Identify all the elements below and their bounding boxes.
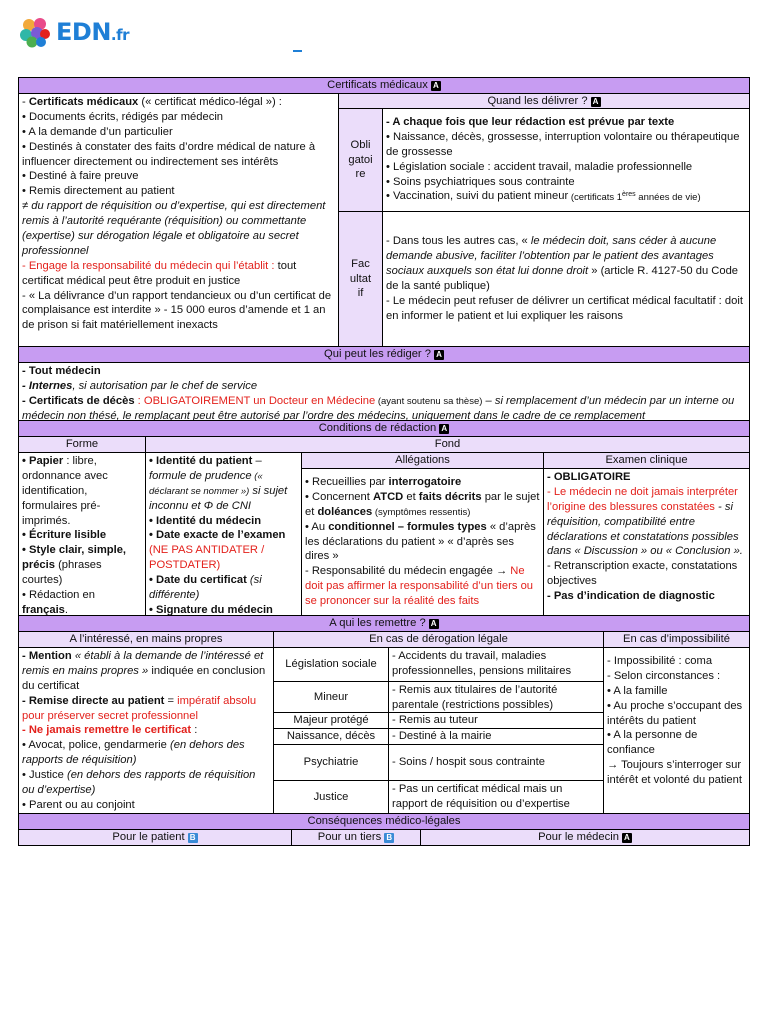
derogation-label: Législation sociale bbox=[274, 648, 389, 681]
interesse-content bbox=[19, 648, 274, 813]
arrow-icon: → bbox=[495, 565, 508, 578]
text: • Justice bbox=[22, 769, 64, 782]
forme-header: Forme bbox=[19, 437, 146, 452]
text-italic: le médecin doit, sans céder à aucune demande abusive, faciliter l’obtention par le patient des avantages sociaux auxquels son état lui donne droit bbox=[386, 235, 717, 278]
derogation-row bbox=[274, 781, 603, 813]
allegations-content bbox=[302, 469, 544, 615]
text-small: (ayant soutenu sa thèse) bbox=[375, 395, 483, 407]
text: • Rédaction en bbox=[22, 589, 95, 602]
text-italic: (en dehors des rapports de réquisition) bbox=[22, 739, 245, 767]
consequence-patient bbox=[19, 830, 292, 845]
interesse-header: A l’intéressé, en mains propres bbox=[19, 632, 274, 647]
derogation-label: Majeur protégé bbox=[274, 713, 389, 728]
text: = bbox=[164, 694, 178, 707]
qui-row bbox=[19, 363, 749, 421]
text-italic: (si différente) bbox=[149, 574, 262, 602]
text: Pour le médecin bbox=[538, 831, 619, 843]
text-red: Ne doit pas affirmer la responsabilité d’un tiers ou se prononcer sur la réalité des faits bbox=[305, 565, 534, 608]
text-line: • Législation sociale : accident travail, maladie professionnelle bbox=[386, 160, 693, 173]
text-bold: - Mention bbox=[22, 650, 72, 662]
text-bold: conditionnel – formules types bbox=[328, 520, 487, 533]
derogation-label: Psychiatrie bbox=[274, 745, 389, 780]
allegations-header: Allégations bbox=[302, 453, 544, 468]
derogation-label: Justice bbox=[274, 781, 389, 813]
section-title: A qui les remettre ? bbox=[329, 617, 426, 629]
text-bold: - Tout médecin bbox=[22, 365, 101, 377]
decorative-dash bbox=[293, 50, 302, 52]
text-line: • Destinés à constater des faits d’ordre médical de nature à influencer directement ou indirectement ses intérêts bbox=[22, 140, 316, 168]
text-italic: , si autorisation par le chef de service bbox=[72, 379, 258, 392]
rank-b-badge: B bbox=[384, 833, 394, 843]
text: : bbox=[191, 724, 198, 737]
facultatif-content bbox=[383, 212, 749, 346]
facultatif-label bbox=[339, 212, 383, 346]
text-red: - Ne jamais remettre le certificat bbox=[22, 724, 192, 737]
section-header-consequences bbox=[19, 814, 749, 830]
derogation-text: - Remis au tuteur bbox=[392, 714, 478, 726]
text-bold: • Papier bbox=[22, 455, 64, 467]
text-bold: - Certificats de décès bbox=[22, 394, 135, 407]
fond-header: Fond bbox=[146, 437, 749, 452]
rank-b-badge: B bbox=[188, 833, 198, 843]
derogation-text: - Soins / hospit sous contrainte bbox=[392, 756, 545, 769]
text-italic: « établi à la demande de l’intéressé et remis en mains propres » bbox=[22, 650, 264, 677]
text-bold: • Écriture lisible bbox=[22, 529, 107, 542]
rank-a-badge: A bbox=[591, 97, 601, 107]
text: Pour le patient bbox=[112, 831, 185, 843]
text-line: - Impossibilité : coma bbox=[607, 655, 713, 667]
text: • Avocat, police, gendarmerie bbox=[22, 739, 167, 752]
text-line: • A la personne de confiance bbox=[607, 729, 698, 757]
fond-subheaders bbox=[302, 453, 749, 469]
text-italic: – si remplacement d’un médecin par un interne ou médecin non thésé, le remplaçant peut être autorisé par l’ordre des médecins, uniquement dans le cadre de ce remplacement bbox=[22, 394, 735, 420]
brand-name: EDN bbox=[56, 18, 111, 47]
text-line: - Le médecin peut refuser de délivrer un certificat médical facultatif : doit en informer le patient et lui expliquer les raisons bbox=[386, 294, 743, 322]
fond-content-row bbox=[302, 469, 749, 615]
text-bold: • Style clair, simple, précis bbox=[22, 544, 127, 572]
text: – bbox=[252, 455, 262, 467]
text-bold: ATCD bbox=[372, 490, 404, 503]
text-line: • Documents écrits, rédigés par médecin bbox=[22, 110, 224, 123]
text: • Au bbox=[305, 520, 329, 533]
text: . bbox=[64, 603, 69, 615]
section-certificats-row bbox=[19, 94, 749, 347]
fond-detail-panel bbox=[302, 453, 749, 615]
text-line: • A la demande d’un particulier bbox=[22, 125, 173, 138]
examen-content bbox=[544, 469, 749, 615]
rank-a-badge: A bbox=[439, 424, 449, 434]
obligatoire-row bbox=[339, 109, 749, 212]
edn-logo bbox=[18, 16, 129, 50]
identite-content bbox=[146, 453, 302, 615]
text-red: (NE PAS ANTIDATER / POSTDATER) bbox=[149, 544, 265, 572]
quand-header bbox=[339, 94, 749, 109]
impossibilite-header: En cas d’impossibilité bbox=[604, 632, 749, 647]
quand-delivrer-panel bbox=[339, 94, 749, 346]
text-bold: - Remise directe au patient bbox=[22, 694, 165, 707]
text-italic: - si réquisition, compatibilité entre déclarations et constatations possibles dans « Discussion » ou « Conclusion ». bbox=[547, 500, 743, 558]
text: Quand les délivrer ? bbox=[487, 95, 588, 107]
text: - bbox=[22, 96, 29, 108]
derogation-label: Naissance, décès bbox=[274, 729, 389, 744]
text-bold: - OBLIGATOIRE bbox=[547, 471, 631, 483]
text-line: - Retranscription exacte, constatations objectives bbox=[547, 560, 738, 588]
text-red: - Engage la responsabilité du médecin qui l’établit : bbox=[22, 259, 275, 272]
text-line: • Parent ou au conjoint bbox=[22, 798, 135, 811]
text: Toujours s’interroger sur intérêt et volonté du patient bbox=[607, 759, 742, 787]
conditions-row bbox=[19, 453, 749, 616]
derogation-header: En cas de dérogation légale bbox=[274, 632, 604, 647]
text-line: • Remis directement au patient bbox=[22, 185, 175, 198]
qui-content bbox=[19, 363, 749, 420]
section-title: Qui peut les rédiger ? bbox=[324, 348, 431, 360]
text-bold: faits décrits bbox=[418, 490, 482, 503]
derogation-row bbox=[274, 713, 603, 729]
remettre-row bbox=[19, 648, 749, 814]
obligatoire-content bbox=[383, 109, 749, 211]
text: (phrases courtes) bbox=[22, 559, 102, 587]
consequences-row bbox=[19, 830, 749, 845]
examen-header: Examen clinique bbox=[544, 453, 749, 468]
text-italic: ≠ du rapport de réquisition ou d’expertise, qui est directement remis à l’autorité requérante (réquisition) ou commettante (expertise) sur dérogation légale et obligatoire au secret professionnel bbox=[22, 200, 326, 257]
text-bold: • Signature du médecin bbox=[149, 603, 273, 615]
text-red: : OBLIGATOIREMENT un Docteur en Médecine bbox=[134, 394, 376, 407]
obligatoire-label bbox=[339, 109, 383, 211]
text-italic: formule de prudence bbox=[149, 469, 252, 482]
derogation-row bbox=[274, 648, 603, 682]
text-small: (symptômes ressentis) bbox=[372, 506, 471, 518]
text: (« certificat médico-légal ») : bbox=[138, 96, 282, 108]
text: (certificats 1 bbox=[568, 191, 623, 203]
text-line: • Destiné à faire preuve bbox=[22, 170, 139, 183]
text-italic: (en dehors des rapports de réquisition ou d’expertise) bbox=[22, 769, 256, 797]
arrow-icon: → bbox=[607, 759, 619, 772]
text-red: - Le médecin ne doit jamais interpréter l’origine des blessures constatées bbox=[547, 485, 738, 513]
text: » (article R. 4127-50 du Code de la santé publique) bbox=[386, 265, 739, 292]
text: « d’après les déclarations du patient » « d’après ses dires » bbox=[305, 520, 536, 563]
text: - Responsabilité du médecin engagée bbox=[305, 565, 496, 578]
text-line: - « La délivrance d’un rapport tendancieux ou d’un certificat de complaisance est interdite » - 15 000 euros d’amende et 1 an de prison si fait matériellement inexacts bbox=[22, 289, 332, 332]
text-line: • Au proche s’occupant des intérêts du patient bbox=[607, 699, 743, 727]
conditions-subheaders bbox=[19, 437, 749, 453]
section-header-qui bbox=[19, 347, 749, 363]
derogation-text: - Remis aux titulaires de l’autorité parentale (restrictions possibles) bbox=[392, 684, 558, 711]
rank-a-badge: A bbox=[431, 81, 441, 91]
text-bold: • Date du certificat bbox=[149, 574, 247, 587]
text: tout certificat médical peut être produit en justice bbox=[22, 259, 297, 287]
text: - Dans tous les autres cas, « bbox=[386, 235, 531, 248]
text-line: - Selon circonstances : bbox=[607, 669, 721, 682]
rank-a-badge: A bbox=[622, 833, 632, 843]
text-line: • A la famille bbox=[607, 684, 668, 697]
text-bold: interrogatoire bbox=[388, 476, 462, 488]
text-italic: si sujet inconnu et Φ de CNI bbox=[149, 484, 288, 512]
rank-a-badge: A bbox=[434, 350, 444, 360]
text-bold: Certificats médicaux bbox=[28, 96, 139, 108]
text: Obligatoire bbox=[348, 138, 373, 181]
impossibilite-content bbox=[604, 648, 749, 813]
consequence-tiers bbox=[292, 830, 421, 845]
remettre-subheaders bbox=[19, 632, 749, 648]
derogation-row bbox=[274, 729, 603, 745]
text-bold: • Identité du médecin bbox=[149, 514, 262, 527]
derogation-text: - Destiné à la mairie bbox=[392, 730, 492, 742]
text: • Concernent bbox=[305, 490, 373, 503]
text-line: • Naissance, décès, grossesse, interruption volontaire ou thérapeutique de grossesse bbox=[386, 130, 740, 158]
text-line: • Soins psychiatriques sous contrainte bbox=[386, 175, 575, 188]
text: années de vie) bbox=[635, 191, 701, 203]
fiche-certificats bbox=[18, 77, 750, 846]
text: • Recueillies par bbox=[305, 476, 389, 488]
text-bold: - Internes bbox=[22, 379, 73, 392]
text-bold: doléances bbox=[317, 505, 373, 518]
text: ères bbox=[622, 190, 636, 198]
derogation-row bbox=[274, 682, 603, 713]
definition-cell bbox=[19, 94, 339, 346]
text: : libre, ordonnance avec identification, formulaires pré-imprimés. bbox=[22, 455, 108, 527]
text-red: impératif absolu pour préserver secret professionnel bbox=[22, 694, 257, 722]
text-bold: • Identité du patient bbox=[149, 455, 253, 467]
text: Facultatif bbox=[349, 257, 372, 300]
rank-a-badge: A bbox=[429, 619, 439, 629]
consequence-medecin bbox=[421, 830, 749, 845]
edn-logo-text bbox=[56, 17, 129, 49]
text: et bbox=[403, 490, 419, 503]
derogation-label: Mineur bbox=[274, 682, 389, 712]
text: • Vaccination, suivi du patient mineur bbox=[386, 190, 569, 203]
text-bold: - Pas d’indication de diagnostic bbox=[547, 590, 715, 603]
section-header-certificats bbox=[19, 78, 749, 94]
facultatif-row bbox=[339, 212, 749, 346]
text-small: (« déclarant se nommer ») bbox=[149, 470, 263, 497]
section-title: Certificats médicaux bbox=[327, 79, 428, 91]
text-bold: - A chaque fois que leur rédaction est prévue par texte bbox=[386, 116, 675, 128]
text: Pour un tiers bbox=[317, 831, 382, 843]
derogation-text: - Accidents du travail, maladies professionnelles, pensions militaires bbox=[392, 650, 572, 677]
section-title: Conditions de rédaction bbox=[318, 422, 437, 434]
section-header-conditions bbox=[19, 421, 749, 437]
derogation-table bbox=[274, 648, 604, 813]
derogation-text: - Pas un certificat médical mais un rapport de réquisition ou d’expertise bbox=[392, 783, 570, 810]
brand-tld: .fr bbox=[110, 26, 130, 45]
brain-logo-icon bbox=[18, 16, 52, 50]
text-bold: français bbox=[22, 603, 65, 615]
forme-content bbox=[19, 453, 146, 615]
text: par le sujet et bbox=[305, 490, 540, 518]
derogation-row bbox=[274, 745, 603, 781]
section-title: Conséquences médico-légales bbox=[307, 815, 461, 827]
section-header-remettre bbox=[19, 616, 749, 632]
text-bold: • Date exacte de l’examen bbox=[149, 529, 286, 542]
text: indiquée en conclusion du certificat bbox=[22, 664, 266, 692]
